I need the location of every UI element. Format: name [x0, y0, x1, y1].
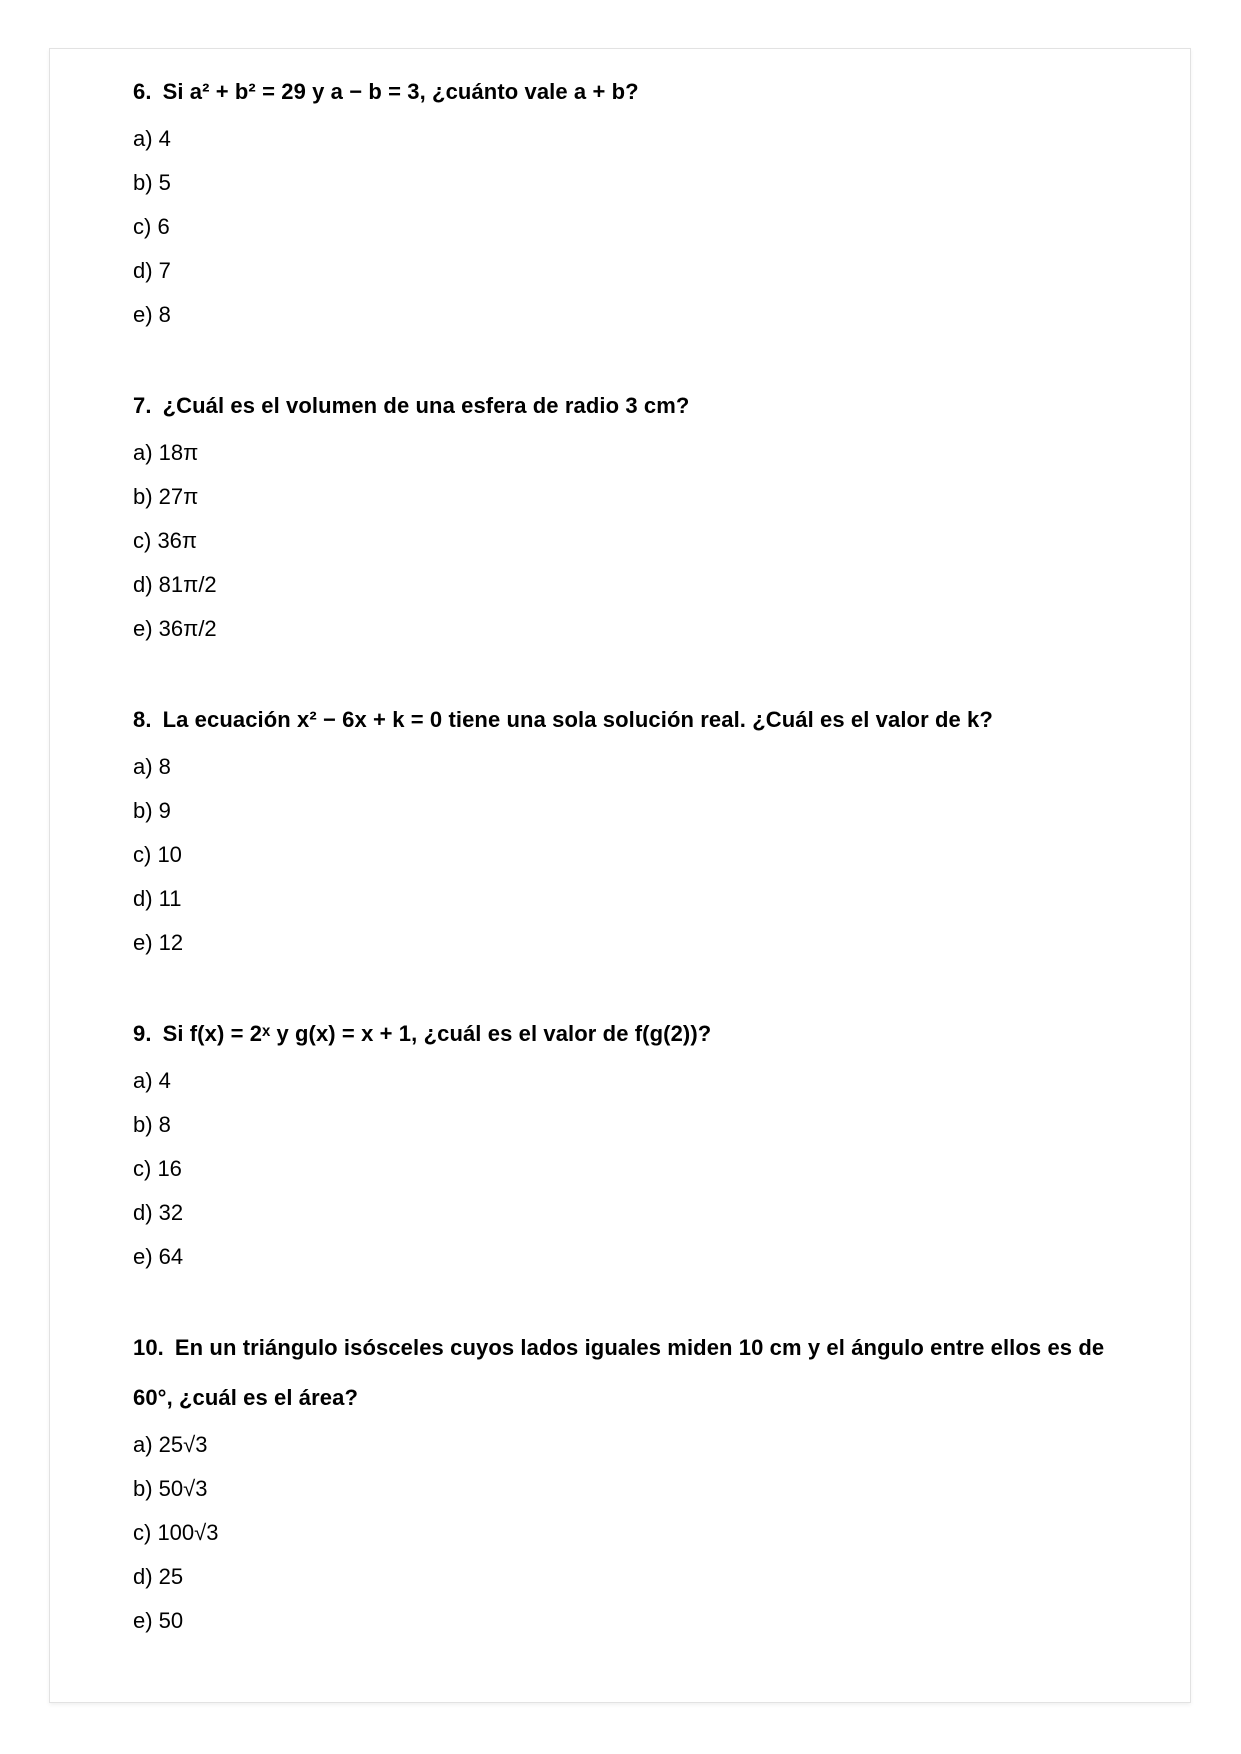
question-heading — [133, 381, 1110, 431]
option-row: e) 36π/2 — [133, 616, 217, 641]
question-text: En un triángulo isósceles cuyos lados iguales miden 10 cm y el ángulo entre ellos es de 60°, ¿cuál es el área? — [133, 1335, 1105, 1410]
option-row: c) 16 — [133, 1156, 182, 1181]
option-row: d) 81π/2 — [133, 572, 217, 597]
option-row: b) 8 — [133, 1112, 171, 1137]
option-row: d) 11 — [133, 886, 182, 911]
question-number: 7. — [133, 393, 152, 418]
option-row: b) 9 — [133, 798, 171, 823]
option-row: d) 7 — [133, 258, 171, 283]
question-text: Si a² + b² = 29 y a − b = 3, ¿cuánto vale a + b? — [162, 79, 639, 104]
document-page — [49, 48, 1191, 1703]
question-heading — [133, 1009, 1110, 1059]
option-row: c) 6 — [133, 214, 170, 239]
option-row: e) 8 — [133, 302, 171, 327]
question-text: La ecuación x² − 6x + k = 0 tiene una sola solución real. ¿Cuál es el valor de k? — [162, 707, 993, 732]
option-row: e) 50 — [133, 1608, 184, 1633]
option-row: a) 25√3 — [133, 1432, 208, 1457]
option-row: a) 4 — [133, 126, 171, 151]
option-row: c) 36π — [133, 528, 198, 553]
option-row: b) 5 — [133, 170, 171, 195]
question-number: 10. — [133, 1335, 164, 1360]
option-row: d) 25 — [133, 1564, 184, 1589]
question-block-7 — [133, 381, 1110, 651]
option-row: c) 100√3 — [133, 1520, 219, 1545]
page-content — [50, 49, 1190, 1643]
question-heading — [133, 67, 1110, 117]
question-heading — [133, 695, 1110, 745]
question-text: Si f(x) = 2ˣ y g(x) = x + 1, ¿cuál es el valor de f(g(2))? — [162, 1021, 712, 1046]
question-text: ¿Cuál es el volumen de una esfera de radio 3 cm? — [162, 393, 690, 418]
option-row: a) 18π — [133, 440, 199, 465]
question-block-9 — [133, 1009, 1110, 1279]
option-row: b) 27π — [133, 484, 199, 509]
question-number: 6. — [133, 79, 152, 104]
question-block-6 — [133, 67, 1110, 337]
option-row: c) 10 — [133, 842, 182, 867]
question-number: 8. — [133, 707, 152, 732]
option-row: a) 4 — [133, 1068, 171, 1093]
question-block-10 — [133, 1323, 1110, 1643]
option-row: e) 64 — [133, 1244, 184, 1269]
option-row: d) 32 — [133, 1200, 184, 1225]
question-number: 9. — [133, 1021, 152, 1046]
option-row: e) 12 — [133, 930, 184, 955]
option-row: b) 50√3 — [133, 1476, 208, 1501]
option-row: a) 8 — [133, 754, 171, 779]
question-block-8 — [133, 695, 1110, 965]
question-heading — [133, 1323, 1110, 1423]
